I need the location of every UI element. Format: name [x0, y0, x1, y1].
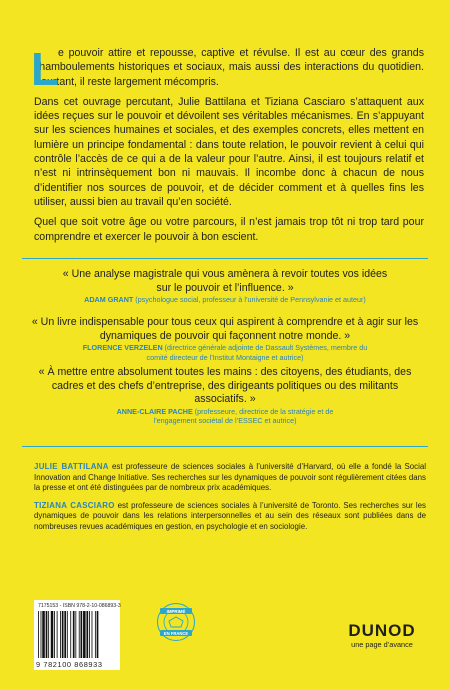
- endorsement-2: [22, 316, 428, 362]
- barcode-bar: [81, 611, 83, 658]
- barcode-bar: [70, 611, 71, 658]
- barcode-bar: [51, 611, 54, 658]
- publisher-logo: [344, 622, 420, 649]
- author-bio-text: est professeure de sciences sociales à l’université d’Harvard, où elle a fondé la Social Innovation and Change Initiative. Ses recherches sur les dynamiques de pouvoir sont régulièrement citées dans la presse et ont été distinguées par de nombreux prix académiques.: [34, 462, 426, 493]
- intro-paragraph-2: Dans cet ouvrage percutant, Julie Battilana et Tiziana Casciaro s’attaquent aux idées reçues sur le pouvoir et dévoilent ses véritables mécanismes. En s’appuyant sur les sciences humaines et sociales, et des exemples concrets, elles mettent en lumière un principe fondamental : dans toute relation, le pouvoir revient à celui qui contrôle l’accès de ce qui a de la valeur pour l’autre. Ainsi, il est toujours relatif et n’est ni intrinsèquement bon ni mauvais. Il incombe donc à chacun de nous d’identifier nos sources de pouvoir, et de décider comment et à quelles fins les utiliser, aussi bien au travail qu’en société.: [34, 95, 424, 208]
- author-name: JULIE BATTILANA: [34, 462, 109, 471]
- barcode-bar: [97, 611, 99, 658]
- barcode-bar: [42, 611, 45, 658]
- drop-cap: L: [30, 43, 60, 95]
- barcode-bar: [38, 611, 39, 658]
- endorsement-author: FLORENCE VERZELEN: [82, 343, 163, 353]
- divider-bottom: [22, 446, 428, 447]
- endorsement-3: [22, 366, 428, 426]
- stamp-top-text: IMPRIMÉ: [166, 608, 186, 614]
- barcode-bar: [67, 611, 68, 658]
- barcode-bar: [83, 611, 86, 658]
- imprime-en-france-stamp: [156, 602, 196, 642]
- barcode-bar: [75, 611, 76, 658]
- publisher-name: DUNOD: [348, 621, 416, 640]
- barcode-bar: [41, 611, 42, 658]
- barcode-bar: [64, 611, 66, 658]
- endorsement-role: (directrice générale adjointe de Dassault Systèmes, membre du comité directeur de l’Institut Montaigne et autrice): [146, 343, 368, 362]
- barcode-digits: 9 782100 868933: [36, 660, 103, 669]
- divider-top: [22, 258, 428, 259]
- endorsements-section: [22, 258, 428, 446]
- endorsement-role: (professeure, directrice de la stratégie et de l’engagement sociétal de l’ESSEC et autrice): [153, 406, 334, 426]
- endorsement-quote: « Une analyse magistrale qui vous amènera à revoir toutes vos idées sur le pouvoir et l’influence. »: [62, 268, 388, 294]
- barcode-bar: [95, 611, 96, 658]
- barcode-bar: [57, 611, 58, 658]
- author-bios: [34, 462, 426, 533]
- barcode-bars: [38, 611, 116, 658]
- barcode-bar: [86, 611, 88, 658]
- barcode-bar: [62, 611, 64, 658]
- barcode-bar: [89, 611, 90, 658]
- barcode: [34, 600, 120, 670]
- bio-battilana: [34, 462, 426, 494]
- endorsement-quote: « Un livre indispensable pour tous ceux qui aspirent à comprendre et à agir sur les dynamiques de pouvoir qui façonnent notre monde. »: [31, 316, 419, 342]
- endorsement-quote: « À mettre entre absolument toutes les mains : des citoyens, des étudiants, des cadres et des chefs d’entreprise, des dirigeants politiques ou des militants associatifs. »: [38, 366, 412, 406]
- author-name: TIZIANA CASCIARO: [34, 500, 115, 510]
- endorsement-author: ADAM GRANT: [84, 295, 134, 305]
- bio-casciaro: [34, 501, 426, 533]
- barcode-bar: [54, 611, 55, 658]
- intro-paragraph-3: Quel que soit votre âge ou votre parcours, il n’est jamais trop tôt ni trop tard pour comprendre et exercer le pouvoir à bon escient.: [34, 216, 424, 243]
- isbn-label: 7175153 - ISBN 978-2-10-086893-3: [38, 603, 121, 609]
- endorsement-attribution: [22, 407, 428, 426]
- author-bio-text: est professeure de sciences sociales à l’université de Toronto. Ses recherches sur les dynamiques de pouvoir dans les relations interpersonnelles et au sein des réseaux sont publiées dans de nombreuses revues académiques en gestion, en psychologie et en sociologie.: [34, 500, 426, 531]
- barcode-bar: [73, 611, 75, 658]
- intro-text-block: [30, 43, 424, 248]
- endorsement-attribution: [22, 343, 428, 362]
- barcode-bar: [60, 611, 61, 658]
- intro-paragraph-1: e pouvoir attire et repousse, captive et révulse. Il est au cœur des grands chamboulements historiques et sociaux, mais aussi des interactions du quotidien. Pourtant, il reste largement mécompris.: [34, 47, 424, 88]
- endorsement-attribution: [22, 295, 428, 304]
- endorsement-1: [22, 268, 428, 305]
- barcode-bar: [48, 611, 49, 658]
- barcode-bar: [46, 611, 48, 658]
- publisher-tagline: une page d’avance: [351, 640, 413, 649]
- barcode-bar: [79, 611, 80, 658]
- stamp-bottom-text: EN FRANCE: [163, 630, 189, 636]
- endorsement-author: ANNE-CLAIRE PACHE: [116, 406, 193, 416]
- barcode-bar: [92, 611, 93, 658]
- endorsement-role: (psychologue social, professeur à l’université de Pennsylvanie et auteur): [135, 295, 366, 305]
